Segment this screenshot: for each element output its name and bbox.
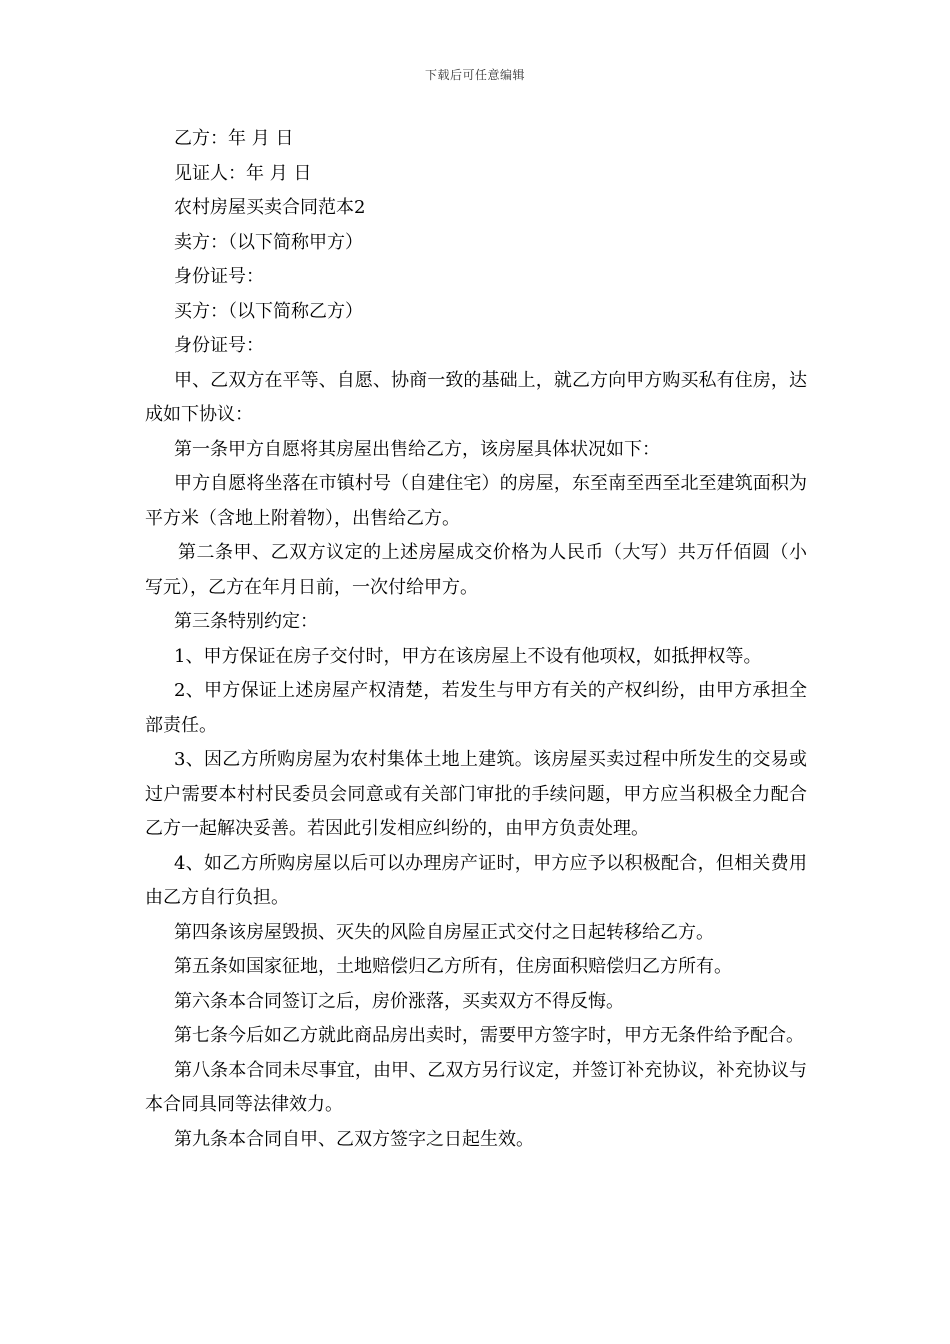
- article-4: 第四条该房屋毁损、灭失的风险自房屋正式交付之日起转移给乙方。: [174, 921, 714, 943]
- party-b-date-line: 乙方：年 月 日: [174, 128, 294, 149]
- buyer-id-line: 身份证号：: [174, 335, 264, 356]
- seller-line: 卖方：（以下简称甲方）: [174, 231, 363, 253]
- document-body: [145, 122, 807, 1157]
- article-9: 第九条本合同自甲、乙双方签字之日起生效。: [174, 1128, 534, 1150]
- intro-paragraph: 甲、乙双方在平等、自愿、协商一致的基础上，就乙方向甲方购买私有住房，达成如下协议：: [145, 369, 807, 425]
- article-1-detail: 甲方自愿将坐落在市镇村号（自建住宅）的房屋，东至南至西至北至建筑面积为平方米（含地上附着物），出售给乙方。: [145, 473, 807, 529]
- article-3: 第三条特别约定：: [174, 611, 318, 632]
- article-3-item-3: 3、因乙方所购房屋为农村集体土地上建筑。该房屋买卖过程中所发生的交易或过户需要本村村民委员会同意或有关部门审批的手续问题，甲方应当积极全力配合乙方一起解决妥善。若因此引发相应纠纷的，由甲方负责处理。: [145, 749, 807, 839]
- article-7: 第七条今后如乙方就此商品房出卖时，需要甲方签字时，甲方无条件给予配合。: [174, 1025, 804, 1046]
- witness-date-line: 见证人：年 月 日: [174, 162, 312, 184]
- article-1: 第一条甲方自愿将其房屋出售给乙方，该房屋具体状况如下：: [174, 438, 660, 460]
- article-6: 第六条本合同签订之后，房价涨落，买卖双方不得反悔。: [174, 990, 624, 1012]
- article-3-item-1: 1、甲方保证在房子交付时，甲方在该房屋上不设有他项权，如抵押权等。: [174, 645, 762, 667]
- article-3-item-4: 4、如乙方所购房屋以后可以办理房产证时，甲方应予以积极配合，但相关费用由乙方自行负担。: [145, 852, 807, 908]
- article-3-item-2: 2、甲方保证上述房屋产权清楚，若发生与甲方有关的产权纠纷，由甲方承担全部责任。: [145, 680, 807, 736]
- article-8: 第八条本合同未尽事宜，由甲、乙双方另行议定，并签订补充协议，补充协议与本合同具同等法律效力。: [145, 1059, 807, 1115]
- article-5: 第五条如国家征地，土地赔偿归乙方所有，住房面积赔偿归乙方所有。: [174, 956, 732, 977]
- contract-title: 农村房屋买卖合同范本2: [174, 197, 366, 218]
- article-2: 第二条甲、乙双方议定的上述房屋成交价格为人民币（大写）共万仟佰圆（小写元），乙方在年月日前，一次付给甲方。: [145, 542, 807, 598]
- seller-id-line: 身份证号：: [174, 266, 264, 287]
- page-header: 下载后可任意编辑: [424, 68, 525, 82]
- buyer-line: 买方：（以下简称乙方）: [174, 300, 363, 322]
